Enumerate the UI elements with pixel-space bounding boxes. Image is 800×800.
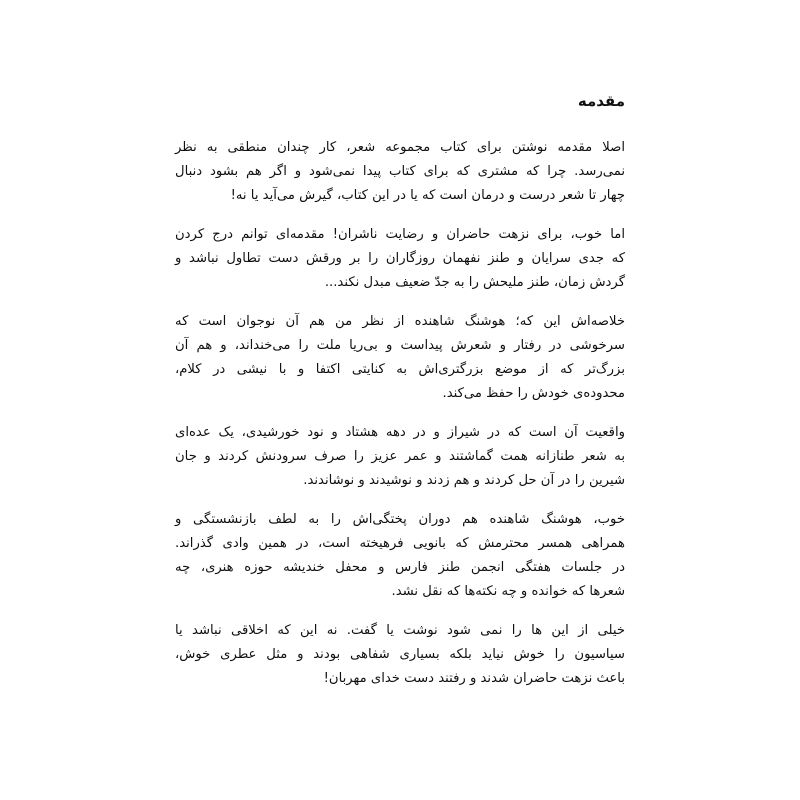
text-line: نمی‌رسد. چرا که مشتری که برای کتاب پیدا نمی‌شود و اگر هم بشود دنبال [175,164,625,179]
text-line: محدوده‌ی خودش را حفظ می‌کند. [442,386,625,401]
text-line: خلاصه‌اش این که؛ هوشنگ شاهنده از نظر من هم آن نوجوان است که [175,314,625,329]
text-line: سیاسیون را خوش نیاید بلکه بسیاری شفاهی بودند و مثل عطری خوش، [175,647,625,662]
paragraph-1 [175,136,625,208]
paragraph-4 [175,421,625,493]
text-line: سرخوشی در رفتار و شعرش پیداست و بی‌ریا ملت را می‌خنداند، و هم آن [175,338,625,353]
text-line: خوب، هوشنگ شاهنده هم دوران پختگی‌اش را به لطف بازنشستگی و [175,512,625,527]
text-line: همراهی همسر محترمش که بانویی فرهیخته است، در همین وادی گذراند. [175,536,625,551]
text-line: به شعر طنازانه همت گماشتند و عمر عزیز را صرف سرودنش کردند و جان [175,449,625,464]
text-line: اصلا مقدمه نوشتن برای کتاب مجموعه شعر، کار چندان منطقی به نظر [175,140,625,155]
text-line: واقعیت آن است که در شیراز و در دهه هشتاد و نود خورشیدی، یک عده‌ای [175,425,625,440]
text-line: خیلی از این ها را نمی شود نوشت یا گفت. نه این که اخلاقی نباشد یا [175,623,625,638]
text-line: اما خوب، برای نزهت حاضران و رضایت ناشران! مقدمه‌ای توانم درج کردن [175,227,625,242]
text-line: گردش زمان، طنز ملیحش را به جدّ ضعیف مبدل نکند... [324,275,625,290]
paragraph-6 [175,619,625,691]
document-title: مقدمه [577,92,625,110]
text-line: که جدی سرایان و طنز نفهمان روزگاران را بر ورقش دست تطاول نباشد و [175,251,625,266]
text-line: بزرگ‌تر که از موضع بزرگتری‌اش به کنایتی اکتفا و با نیشی در کلام، [175,362,625,377]
paragraph-3 [175,310,625,406]
text-line: چهار تا شعر درست و درمان است که یا در این کتاب، گیرش می‌آید یا نه! [230,188,625,203]
paragraph-2 [175,223,625,295]
paragraph-5 [175,508,625,604]
text-line: در جلسات هفتگی انجمن طنز فارس و محفل خندیشه حوزه هنری، چه [175,560,625,575]
document-page [175,86,625,706]
text-line: باعث نزهت حاضران شدند و رفتند دست خدای مهربان! [323,671,625,686]
text-line: شعرها که خوانده و چه نکته‌ها که نقل نشد. [391,584,625,599]
text-line: شیرین را در آن حل کردند و هم زدند و نوشیدند و نوشاندند. [303,473,625,488]
